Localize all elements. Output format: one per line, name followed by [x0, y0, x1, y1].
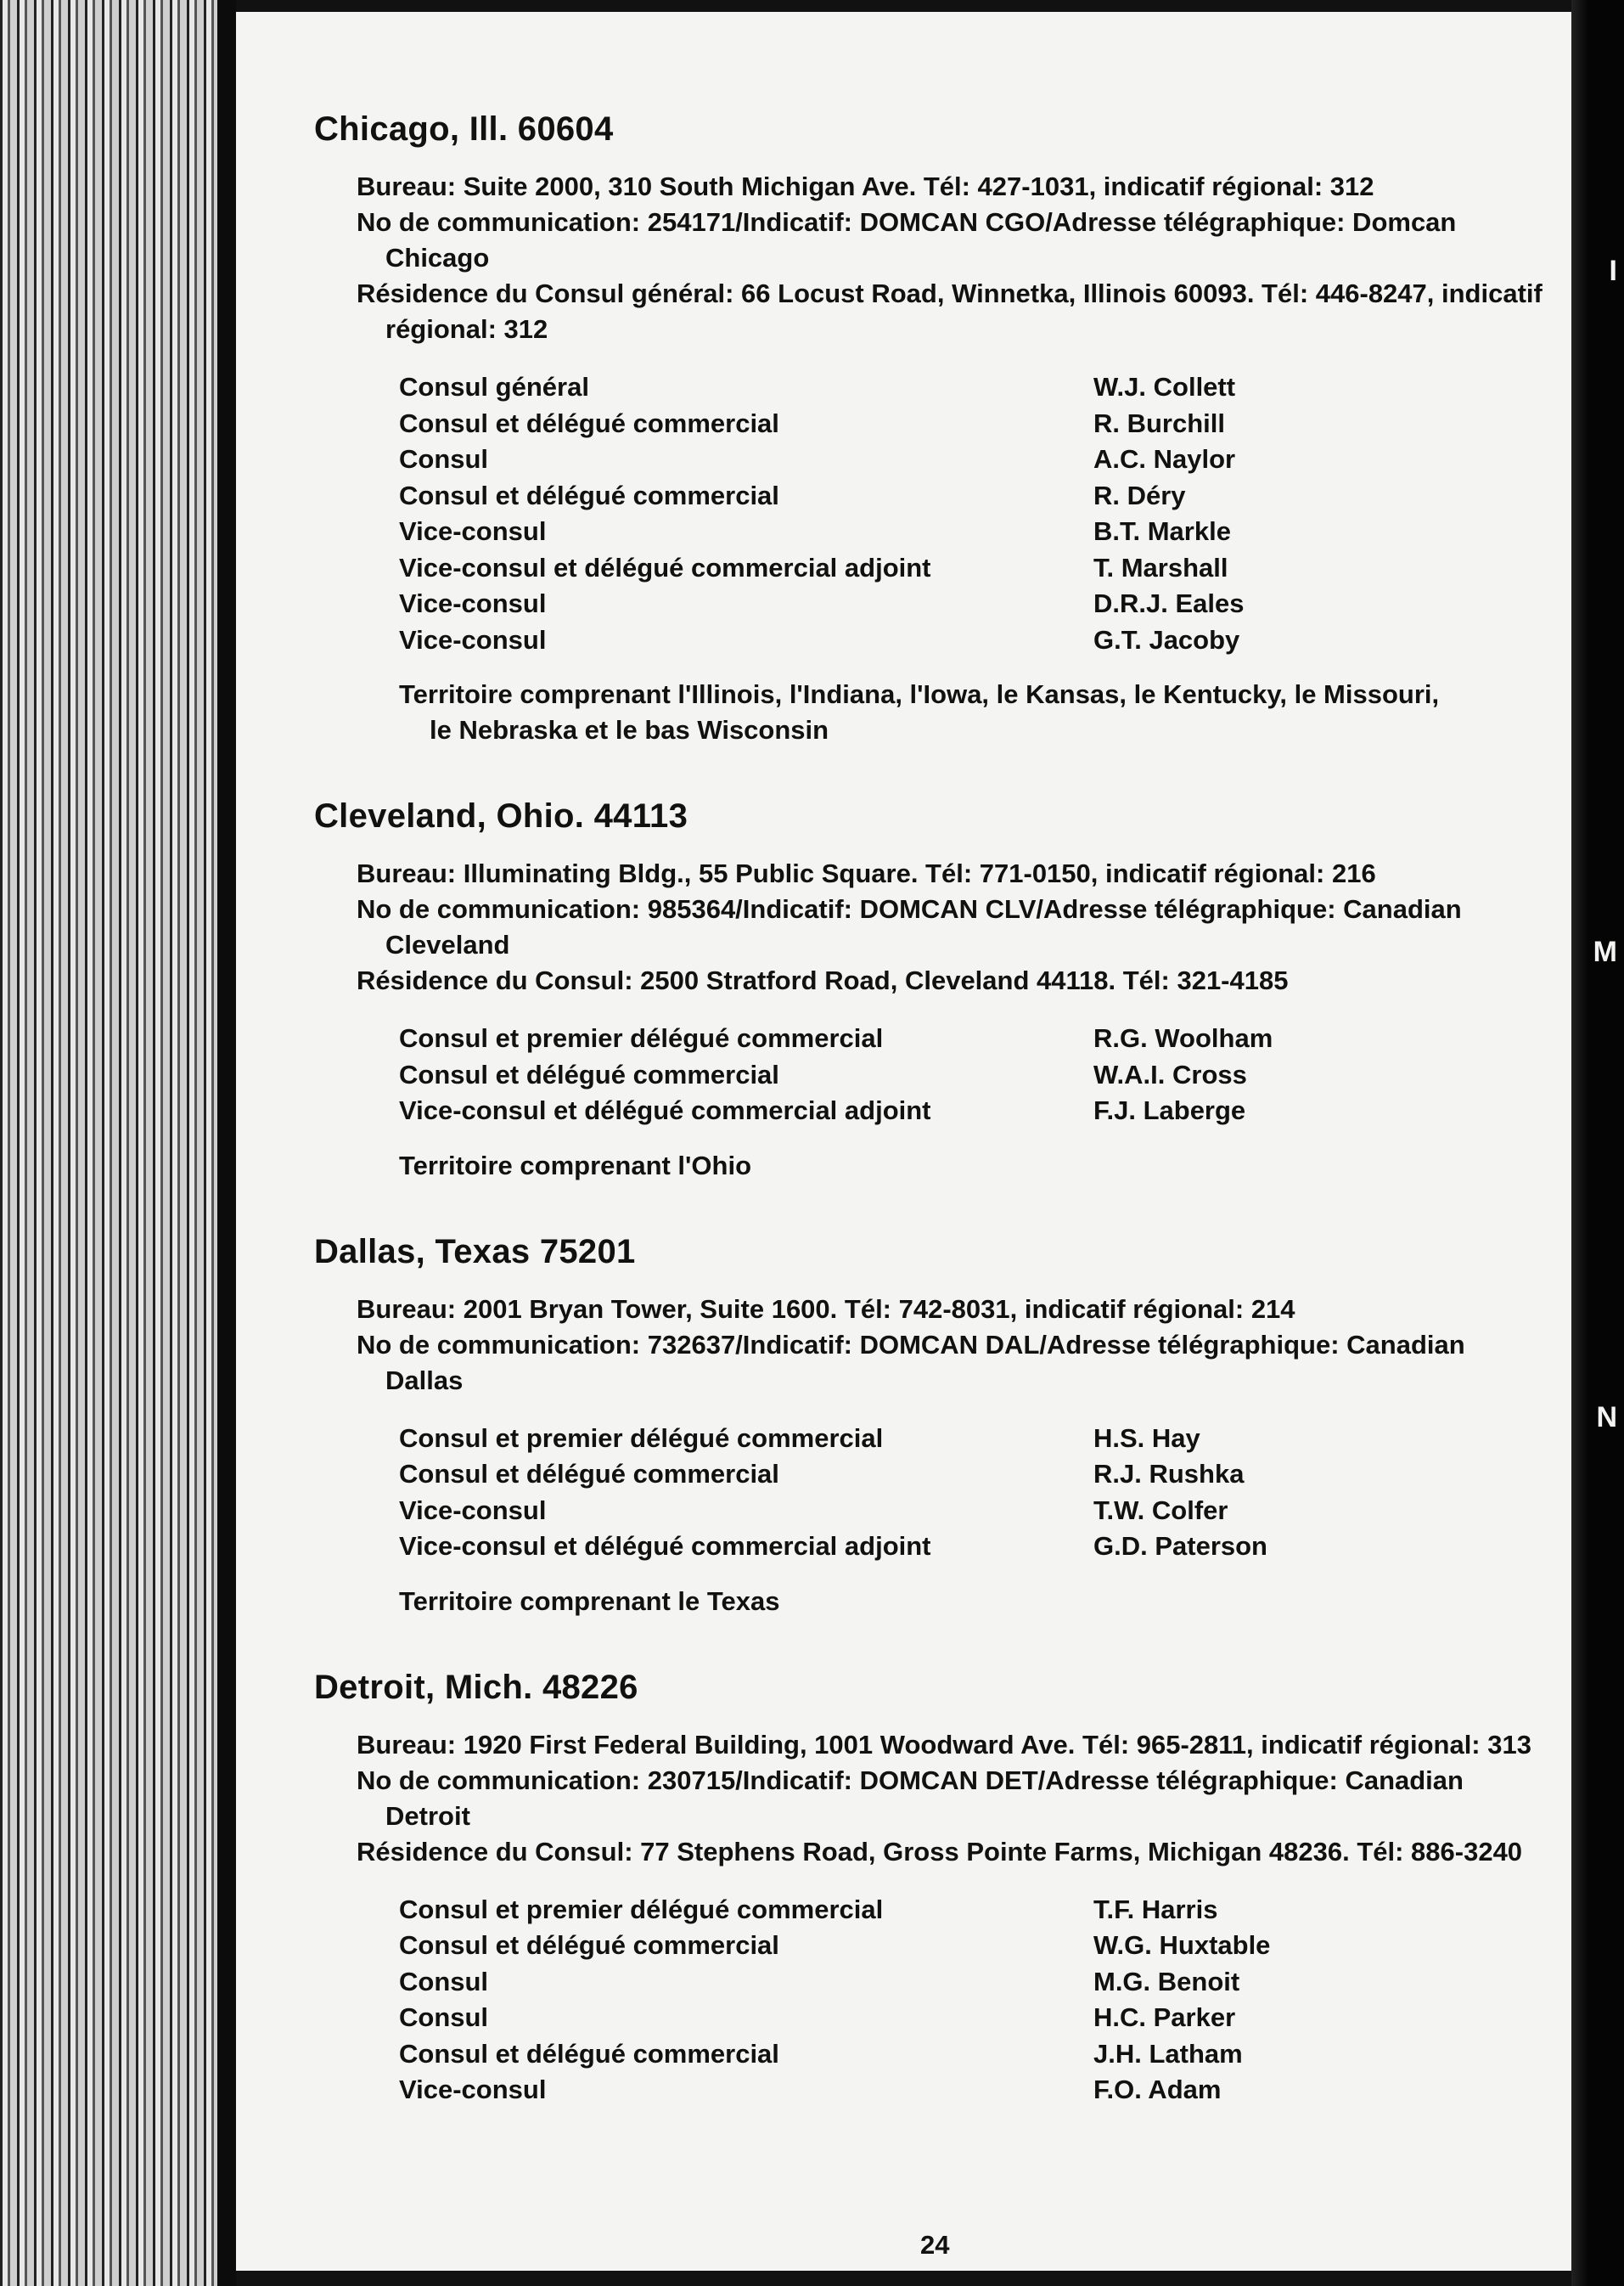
territory-note: Territoire comprenant l'Illinois, l'Indiana, l'Iowa, le Kansas, le Kentucky, le Missouri, le Nebraska et le bas Wisconsin	[399, 679, 1440, 745]
staff-name: W.A.I. Cross	[1093, 1059, 1247, 1090]
staff-row	[399, 1021, 1545, 1057]
consulate-section	[314, 110, 1545, 748]
staff-name: H.S. Hay	[1093, 1422, 1200, 1453]
staff-row	[399, 1093, 1545, 1129]
document-page	[314, 110, 1545, 2158]
staff-row	[399, 1529, 1545, 1565]
page-number: 24	[920, 2230, 950, 2260]
staff-role: Vice-consul	[399, 624, 547, 655]
staff-name: H.C. Parker	[1093, 2002, 1236, 2032]
page-right-edge	[1571, 0, 1624, 2286]
staff-role: Vice-consul	[399, 516, 547, 546]
staff-row	[399, 442, 1545, 478]
staff-row	[399, 2000, 1545, 2036]
staff-list	[399, 1421, 1545, 1565]
staff-role: Consul général	[399, 372, 589, 402]
staff-name: T.F. Harris	[1093, 1894, 1218, 1924]
book-binding	[0, 0, 236, 2286]
territory-note: Territoire comprenant l'Ohio	[399, 1150, 752, 1180]
staff-name: F.J. Laberge	[1093, 1095, 1246, 1125]
staff-role: Consul et premier délégué commercial	[399, 1422, 884, 1453]
staff-name: J.H. Latham	[1093, 2038, 1243, 2069]
staff-name: R.G. Woolham	[1093, 1023, 1273, 1053]
staff-row	[399, 1456, 1545, 1493]
staff-name: R.J. Rushka	[1093, 1459, 1245, 1489]
staff-row	[399, 622, 1545, 659]
staff-role: Consul	[399, 444, 489, 474]
staff-name: D.R.J. Eales	[1093, 588, 1245, 618]
office-info-line: Bureau: 2001 Bryan Tower, Suite 1600. Tél: 742-8031, indicatif régional: 214	[357, 1293, 1295, 1324]
staff-row	[399, 369, 1545, 406]
staff-role: Consul	[399, 1966, 489, 1996]
office-info-line: No de communication: 985364/Indicatif: DOMCAN CLV/Adresse télégraphique: Canadian Cleveland	[357, 894, 1462, 960]
office-info-line: Bureau: Illuminating Bldg., 55 Public Square. Tél: 771-0150, indicatif régional: 216	[357, 859, 1376, 888]
staff-role: Vice-consul et délégué commercial adjoint	[399, 552, 931, 583]
city-heading: Cleveland, Ohio. 44113	[314, 797, 688, 835]
edge-letter-3: N	[1596, 1401, 1617, 1433]
page-top-edge	[236, 0, 1624, 12]
staff-name: M.G. Benoit	[1093, 1966, 1240, 1996]
staff-name: F.O. Adam	[1093, 2075, 1222, 2104]
staff-row	[399, 1892, 1545, 1928]
staff-row	[399, 586, 1545, 622]
territory-note: Territoire comprenant le Texas	[399, 1585, 780, 1616]
edge-letter-2: M	[1593, 936, 1617, 968]
consulate-sections	[314, 110, 1545, 2109]
staff-role: Vice-consul et délégué commercial adjoint	[399, 1531, 931, 1561]
staff-name: W.J. Collett	[1093, 372, 1236, 402]
consulate-section	[314, 1233, 1545, 1619]
edge-letter-1: I	[1609, 255, 1617, 287]
consulate-section	[314, 797, 1545, 1184]
staff-row	[399, 1964, 1545, 2001]
staff-row	[399, 478, 1545, 515]
staff-name: T.W. Colfer	[1093, 1495, 1228, 1525]
staff-role: Vice-consul	[399, 1495, 547, 1525]
staff-role: Consul et délégué commercial	[399, 1459, 779, 1489]
staff-row	[399, 514, 1545, 550]
staff-row	[399, 406, 1545, 442]
office-info-line: Bureau: Suite 2000, 310 South Michigan Ave. Tél: 427-1031, indicatif régional: 312	[357, 172, 1374, 201]
office-info-line: No de communication: 732637/Indicatif: DOMCAN DAL/Adresse télégraphique: Canadian Dallas	[357, 1329, 1465, 1395]
staff-role: Consul et premier délégué commercial	[399, 1023, 884, 1053]
office-info-line: Résidence du Consul: 77 Stephens Road, Gross Pointe Farms, Michigan 48236. Tél: 886-3240	[357, 1836, 1523, 1867]
page-bottom-edge	[236, 2271, 1624, 2286]
staff-role: Consul et délégué commercial	[399, 2038, 779, 2069]
staff-row	[399, 2036, 1545, 2073]
office-info-line: No de communication: 230715/Indicatif: DOMCAN DET/Adresse télégraphique: Canadian Detroit	[357, 1765, 1464, 1831]
staff-row	[399, 1493, 1545, 1529]
staff-role: Vice-consul et délégué commercial adjoint	[399, 1095, 931, 1125]
city-heading: Detroit, Mich. 48226	[314, 1668, 638, 1706]
staff-row	[399, 1057, 1545, 1094]
staff-name: G.D. Paterson	[1093, 1531, 1267, 1561]
staff-role: Consul	[399, 2002, 489, 2032]
staff-row	[399, 1421, 1545, 1457]
office-info-line: No de communication: 254171/Indicatif: DOMCAN CGO/Adresse télégraphique: Domcan Chicago	[357, 207, 1457, 273]
staff-name: T. Marshall	[1093, 552, 1228, 583]
staff-row	[399, 550, 1545, 587]
city-heading: Chicago, Ill. 60604	[314, 110, 614, 148]
staff-role: Consul et délégué commercial	[399, 408, 779, 438]
staff-list	[399, 1021, 1545, 1129]
office-info-line: Bureau: 1920 First Federal Building, 1001 Woodward Ave. Tél: 965-2811, indicatif régional: 313	[357, 1729, 1531, 1760]
staff-row	[399, 2072, 1545, 2109]
consulate-section	[314, 1669, 1545, 2109]
staff-name: A.C. Naylor	[1093, 444, 1236, 474]
staff-name: G.T. Jacoby	[1093, 624, 1240, 655]
staff-name: B.T. Markle	[1093, 516, 1231, 546]
staff-role: Consul et délégué commercial	[399, 1930, 779, 1960]
staff-role: Vice-consul	[399, 2075, 547, 2104]
staff-name: R. Burchill	[1093, 408, 1226, 438]
staff-role: Consul et premier délégué commercial	[399, 1894, 884, 1924]
staff-row	[399, 1928, 1545, 1964]
staff-list	[399, 1892, 1545, 2109]
city-heading: Dallas, Texas 75201	[314, 1232, 636, 1270]
staff-list	[399, 369, 1545, 658]
staff-role: Vice-consul	[399, 588, 547, 618]
staff-role: Consul et délégué commercial	[399, 480, 779, 510]
office-info-line: Résidence du Consul: 2500 Stratford Road, Cleveland 44118. Tél: 321-4185	[357, 966, 1289, 995]
staff-role: Consul et délégué commercial	[399, 1059, 779, 1090]
staff-name: R. Déry	[1093, 480, 1186, 510]
office-info-line: Résidence du Consul général: 66 Locust Road, Winnetka, Illinois 60093. Tél: 446-8247, indicatif régional: 312	[357, 279, 1543, 344]
staff-name: W.G. Huxtable	[1093, 1930, 1271, 1960]
